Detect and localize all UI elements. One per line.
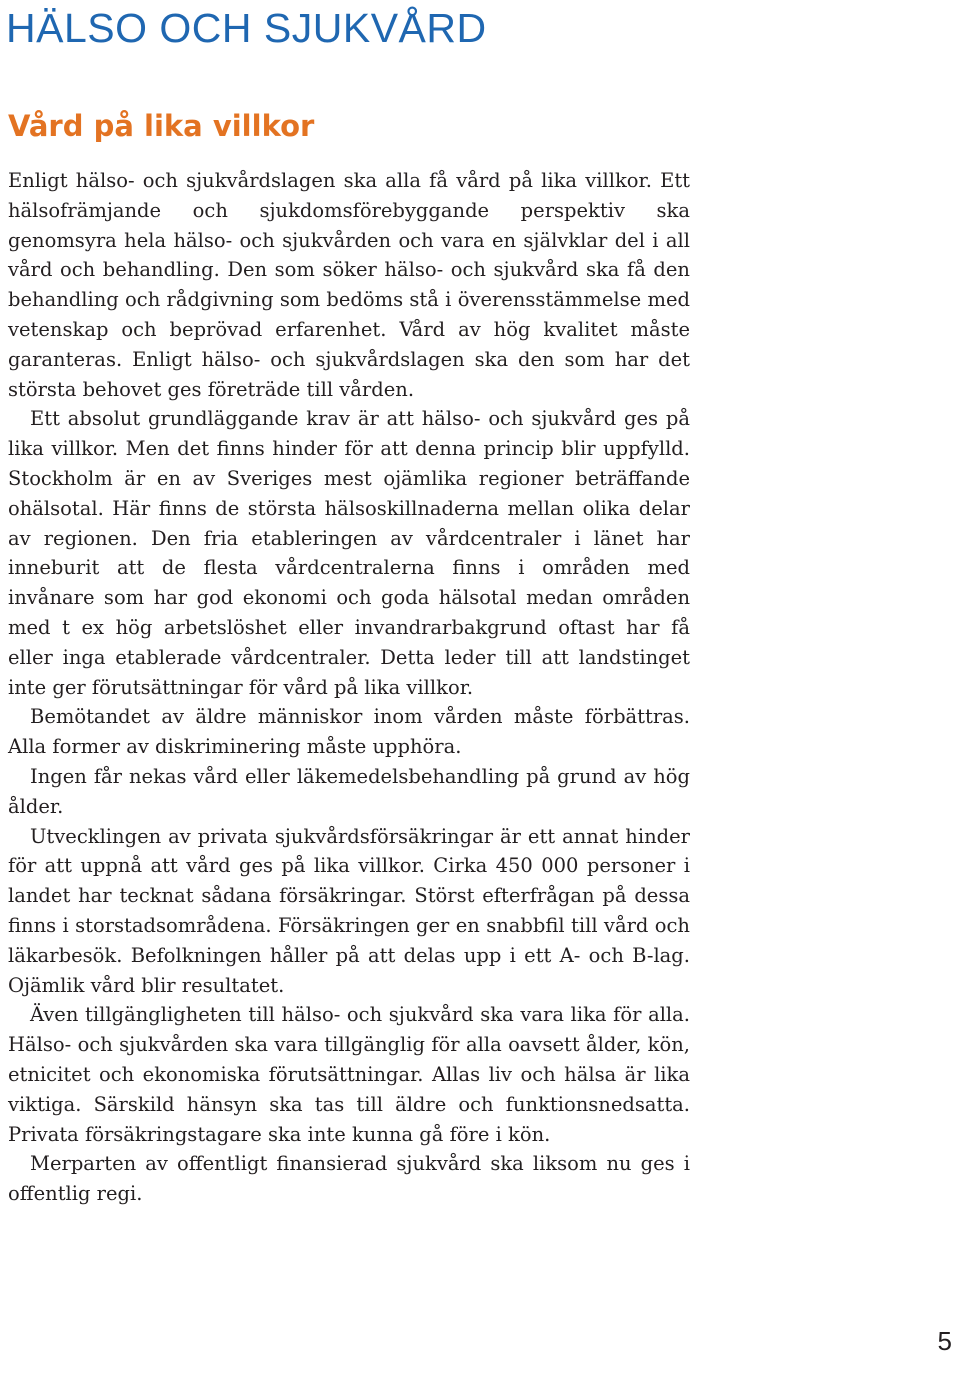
paragraph-public-care: Merparten av offentligt finansierad sjukvård ska liksom nu ges i offentlig regi. xyxy=(8,1152,690,1206)
section-heading: Vård på lika villkor xyxy=(8,109,315,143)
paragraph-equal-terms: Ett absolut grundläggande krav är att hälso- och sjukvård ges på lika villkor. Men det finns hinder för att denna princip blir uppfylld. Stockholm är en av Sveriges mest ojämlika regioner beträffande ohälsotal. Här finns de största hälsoskillnaderna mellan olika delar av regionen. Den fria etableringen av vårdcentraler i länet har inneburit att de flesta vårdcentralerna finns i områden med invånare som har god ekonomi och goda hälsotal medan områden med t ex hög arbetslöshet eller invandrarbakgrund oftast har få eller inga etablerade vårdcentraler. Detta leder till att landstinget inte ger förutsättningar för vård på lika villkor. xyxy=(8,407,690,699)
paragraph-age-discrimination: Ingen får nekas vård eller läkemedelsbehandling på grund av hög ålder. xyxy=(8,764,690,818)
paragraph-elderly-treatment: Bemötandet av äldre människor inom vården måste förbättras. Alla former av diskriminering måste upphöra. xyxy=(8,705,690,759)
paragraph-accessibility: Även tillgängligheten till hälso- och sjukvård ska vara lika för alla. Hälso- och sjukvården ska vara tillgänglig för alla oavsett ålder, kön, etnicitet och ekonomiska förutsättningar. Allas liv och hälsa är lika viktiga. Särskild hänsyn ska tas till äldre och funktionsnedsatta. Privata försäkringstagare ska inte kunna gå före i kön. xyxy=(8,1003,690,1146)
paragraph-private-insurance: Utvecklingen av privata sjukvårdsförsäkringar är ett annat hinder för att uppnå att vård ges på lika villkor. Cirka 450 000 personer i landet har tecknat sådana försäkringar. Störst efterfrågan på dessa finns i storstadsområdena. Försäkringen ger en snabbfil till vård och läkarbesök. Befolkningen håller på att delas upp i ett A- och B-lag. Ojämlik vård blir resultatet. xyxy=(8,824,690,997)
body-text xyxy=(8,166,690,1209)
page-title: HÄLSO OCH SJUKVÅRD xyxy=(6,5,487,51)
page-number: 5 xyxy=(937,1326,952,1356)
paragraph-intro: Enligt hälso- och sjukvårdslagen ska alla få vård på lika villkor. Ett hälsofrämjande och sjukdomsförebyggande perspektiv ska genomsyra hela hälso- och sjukvården och vara en självklar del i all vård och behandling. Den som söker hälso- och sjukvård ska få den behandling och rådgivning som bedöms stå i överensstämmelse med vetenskap och beprövad erfarenhet. Vård av hög kvalitet måste garanteras. Enligt hälso- och sjukvårdslagen ska den som har det största behovet ges företräde till vården. xyxy=(8,169,690,401)
